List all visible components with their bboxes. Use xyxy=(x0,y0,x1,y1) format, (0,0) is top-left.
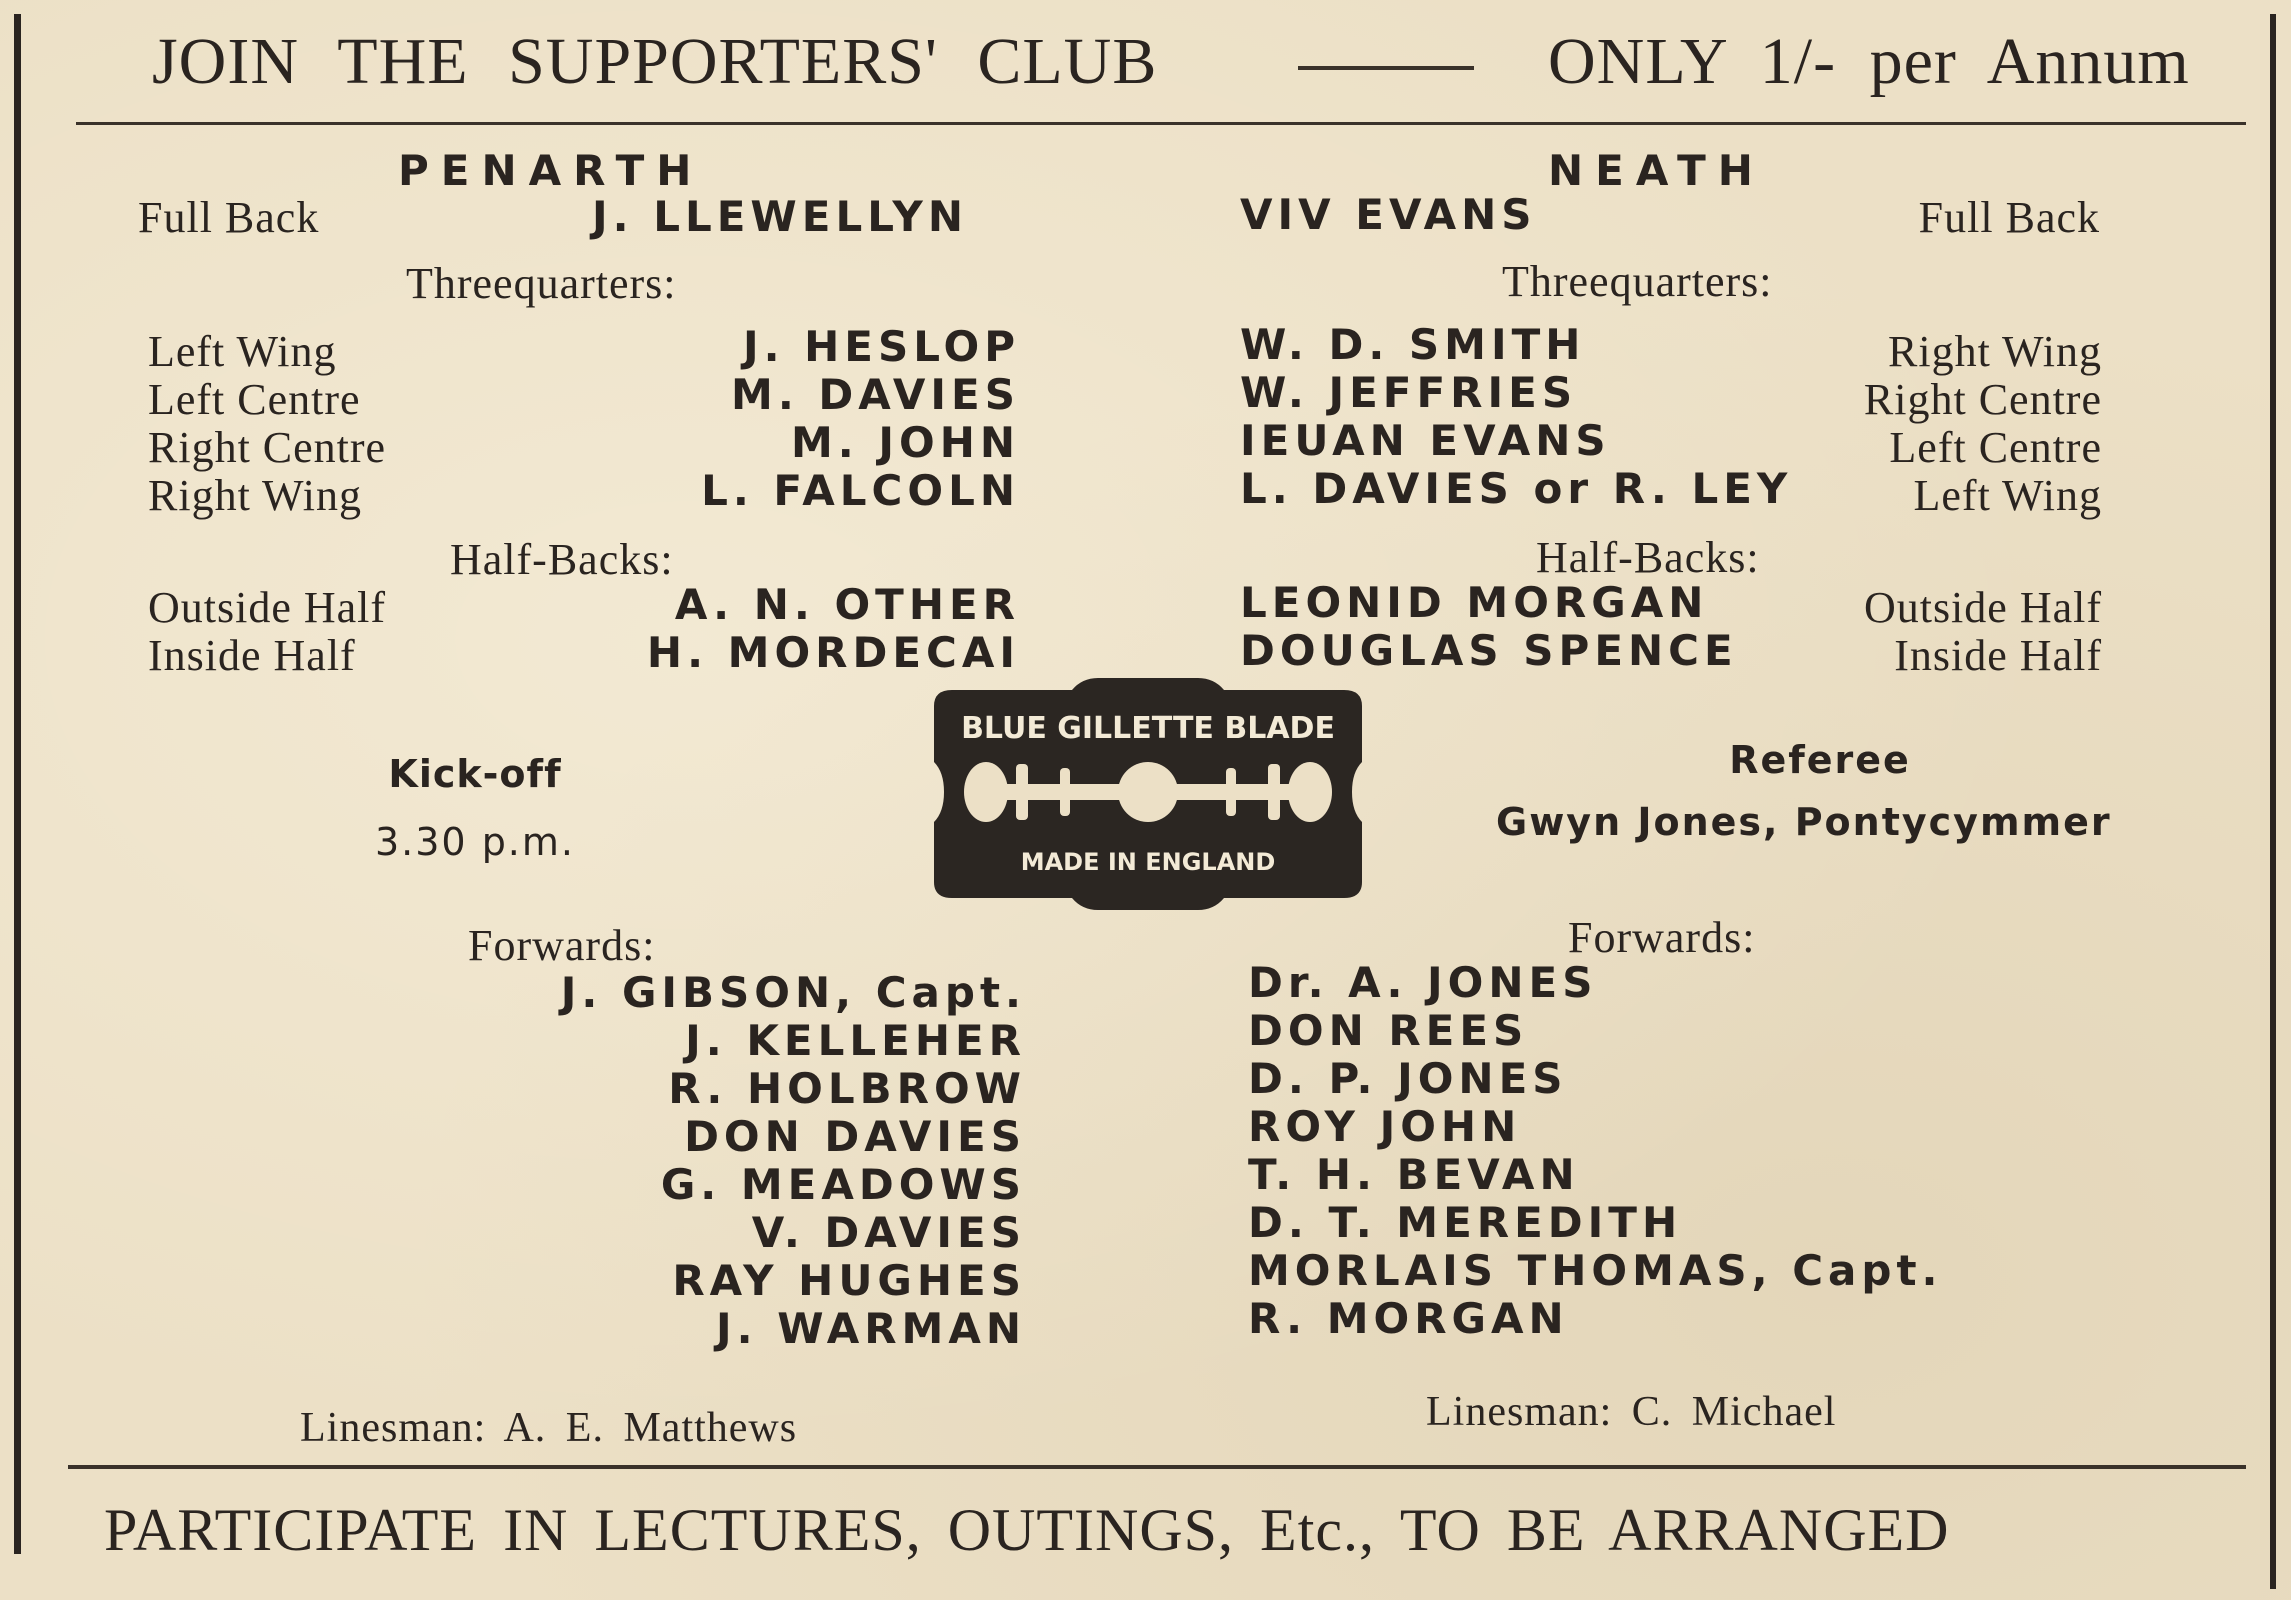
away-forward-name: T. H. BEVAN xyxy=(1248,1150,1580,1199)
away-team-name: NEATH xyxy=(1548,146,1765,195)
away-forwards-heading: Forwards: xyxy=(1568,913,1756,962)
away-forward-name: DON REES xyxy=(1248,1006,1529,1055)
away-threequarter-name: L. DAVIES or R. LEY xyxy=(1240,464,1793,513)
header-price-text: ONLY 1/- per Annum xyxy=(1548,25,2190,98)
header-rule xyxy=(76,122,2246,125)
away-forward-name: D. P. JONES xyxy=(1248,1054,1568,1103)
home-fullback-name: J. LLEWELLYN xyxy=(592,192,968,241)
away-halfback-name: LEONID MORGAN xyxy=(1240,578,1709,627)
footer-rule xyxy=(68,1465,2246,1469)
home-threequarter-position: Right Centre xyxy=(148,423,387,472)
home-forward-name: G. MEADOWS xyxy=(660,1160,1026,1209)
home-linesman: Linesman: A. E. Matthews xyxy=(300,1405,798,1451)
home-threequarter-name: J. HESLOP xyxy=(742,322,1020,371)
away-threequarters-heading: Threequarters: xyxy=(1502,257,1773,306)
header-dash xyxy=(1298,66,1474,70)
home-forward-name: V. DAVIES xyxy=(751,1208,1026,1257)
right-border xyxy=(2270,14,2276,1589)
away-threequarter-position: Left Centre xyxy=(1889,423,2102,472)
home-halfback-position: Inside Half xyxy=(148,631,356,680)
home-threequarter-position: Left Centre xyxy=(148,375,361,424)
home-forward-name: J. KELLEHER xyxy=(685,1016,1026,1065)
gillette-blade-advert xyxy=(922,676,1374,912)
away-fullback-label: Full Back xyxy=(1918,193,2100,242)
header-join-text: JOIN THE SUPPORTERS' CLUB xyxy=(152,25,1158,98)
home-halfback-position: Outside Half xyxy=(148,583,387,632)
home-threequarter-position: Right Wing xyxy=(148,471,362,520)
away-forward-name: R. MORGAN xyxy=(1248,1294,1569,1343)
home-halfback-name: H. MORDECAI xyxy=(646,628,1020,677)
away-halfback-position: Inside Half xyxy=(1894,631,2102,680)
away-threequarter-position: Right Centre xyxy=(1863,375,2102,424)
away-halfbacks-heading: Half-Backs: xyxy=(1536,533,1760,582)
referee-name: Gwyn Jones, Pontycymmer xyxy=(1496,800,2112,844)
home-threequarter-name: M. JOHN xyxy=(790,418,1020,467)
home-halfback-name: A. N. OTHER xyxy=(674,580,1020,629)
away-linesman: Linesman: C. Michael xyxy=(1426,1389,1837,1435)
home-forwards-heading: Forwards: xyxy=(468,921,656,970)
home-threequarters-heading: Threequarters: xyxy=(406,259,677,308)
away-threequarter-name: W. D. SMITH xyxy=(1240,320,1586,369)
referee-label: Referee xyxy=(1729,738,1911,782)
home-forward-name: J. WARMAN xyxy=(716,1304,1026,1353)
away-threequarter-position: Right Wing xyxy=(1888,327,2102,376)
home-team-name: PENARTH xyxy=(398,146,704,195)
left-border xyxy=(14,14,21,1554)
home-forward-name: RAY HUGHES xyxy=(672,1256,1026,1305)
home-threequarter-name: L. FALCOLN xyxy=(701,466,1020,515)
away-halfback-name: DOUGLAS SPENCE xyxy=(1240,626,1738,675)
home-threequarter-position: Left Wing xyxy=(148,327,337,376)
away-fullback-name: VIV EVANS xyxy=(1240,190,1537,239)
away-forward-name: D. T. MEREDITH xyxy=(1248,1198,1683,1247)
away-halfback-position: Outside Half xyxy=(1863,583,2102,632)
kickoff-time: 3.30 p.m. xyxy=(375,820,575,864)
kickoff-label: Kick-off xyxy=(388,752,562,796)
away-forward-name: MORLAIS THOMAS, Capt. xyxy=(1248,1246,1943,1295)
home-halfbacks-heading: Half-Backs: xyxy=(450,535,674,584)
home-fullback-label: Full Back xyxy=(138,193,320,242)
away-threequarter-name: W. JEFFRIES xyxy=(1240,368,1578,417)
home-threequarter-name: M. DAVIES xyxy=(731,370,1020,419)
home-forward-name: DON DAVIES xyxy=(684,1112,1026,1161)
away-forward-name: Dr. A. JONES xyxy=(1248,958,1598,1007)
advert-bottom-text: MADE IN ENGLAND xyxy=(1020,848,1276,876)
away-threequarter-position: Left Wing xyxy=(1913,471,2102,520)
away-forward-name: ROY JOHN xyxy=(1248,1102,1522,1151)
blade-slot-icon xyxy=(964,762,1332,822)
home-forward-name: J. GIBSON, Capt. xyxy=(560,968,1026,1017)
home-forward-name: R. HOLBROW xyxy=(668,1064,1026,1113)
advert-top-text: BLUE GILLETTE BLADE xyxy=(961,711,1335,746)
away-threequarter-name: IEUAN EVANS xyxy=(1240,416,1611,465)
footer-text: PARTICIPATE IN LECTURES, OUTINGS, Etc., TO BE ARRANGED xyxy=(104,1497,1950,1563)
